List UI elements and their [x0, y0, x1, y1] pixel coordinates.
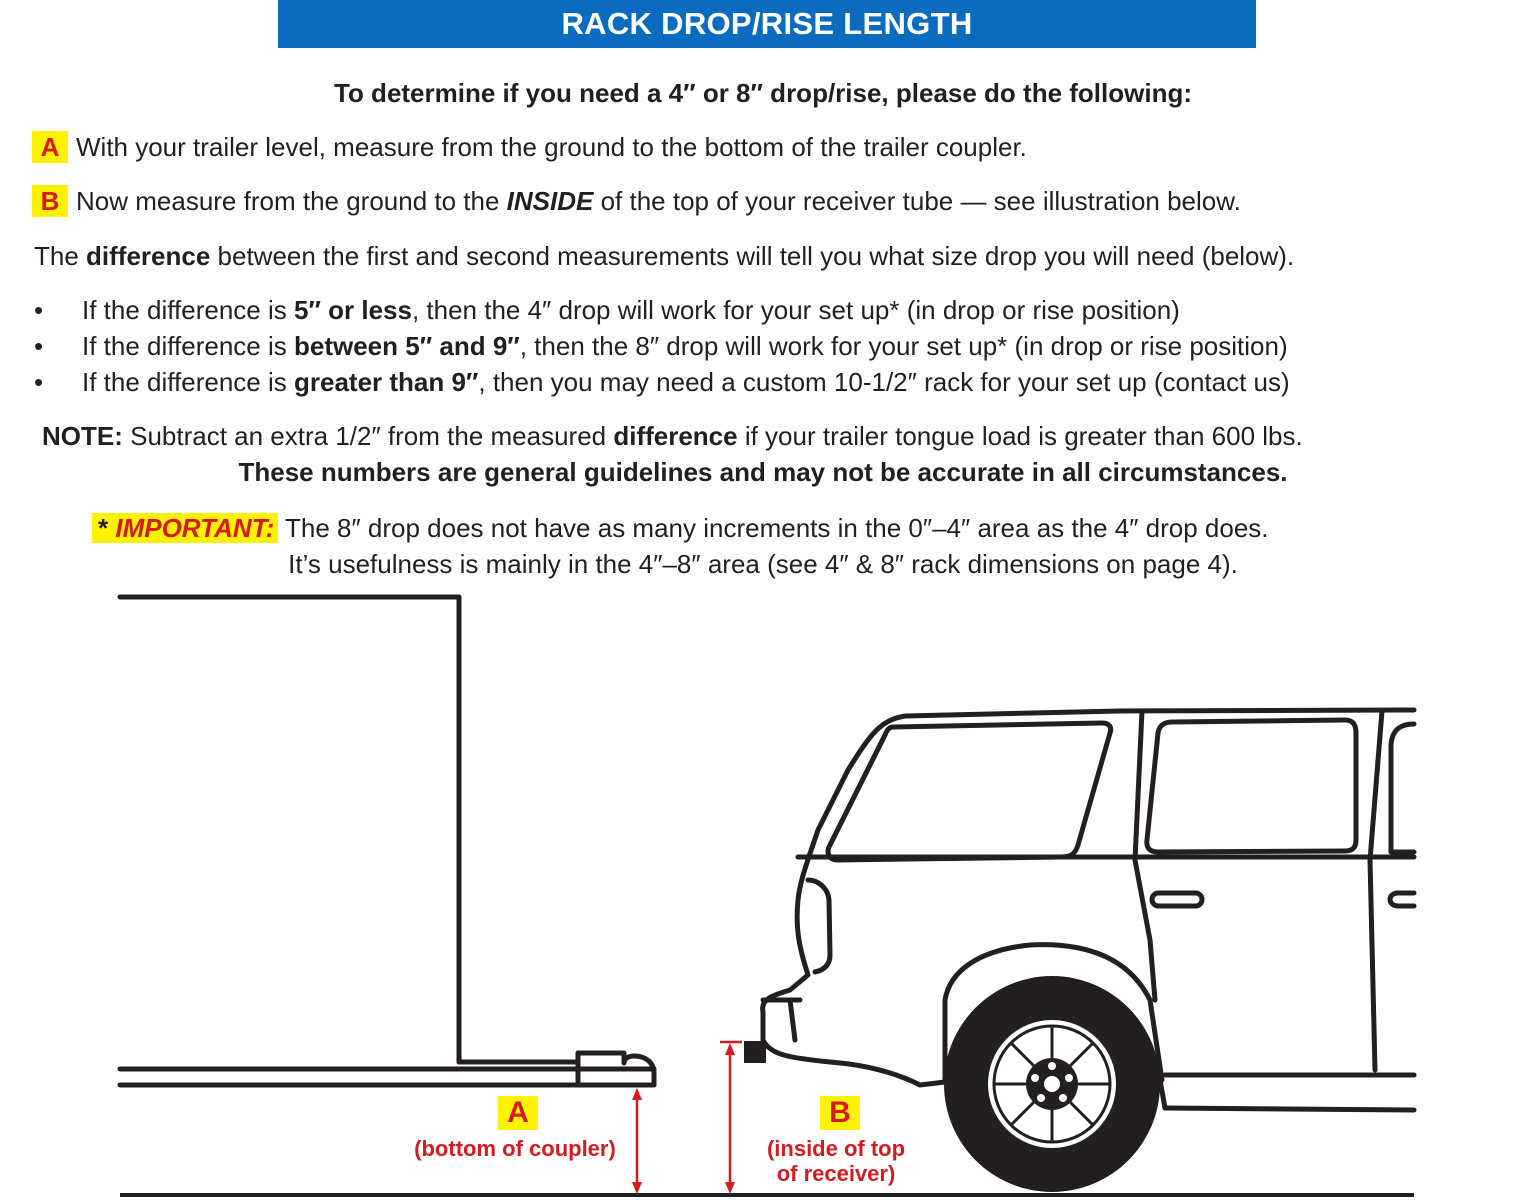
rear-window — [828, 723, 1111, 860]
step-b-badge: B — [32, 185, 68, 217]
page-title: RACK DROP/RISE LENGTH — [278, 0, 1256, 48]
step-b-text-after: of the top of your receiver tube — see illustration below. — [593, 186, 1241, 216]
label-a-badge: A — [498, 1096, 538, 1130]
difference-bold: difference — [86, 241, 211, 271]
suv-rocker-panel — [1165, 1108, 1414, 1110]
bullet-1-after: , then the 4″ drop will work for your set up* (in drop or rise position) — [411, 295, 1180, 325]
bullet-dot: • — [34, 367, 44, 397]
bullet-2-bold: between 5″ and 9″ — [293, 331, 520, 361]
bullet-dot: • — [34, 295, 44, 325]
bumper-edge — [790, 1000, 795, 1040]
bullet-1-before: If the difference is — [82, 295, 294, 325]
side-window — [1147, 720, 1356, 852]
caption-b — [736, 1136, 936, 1186]
difference-before: The — [34, 241, 87, 271]
note-before: Subtract an extra 1/2″ from the measured — [122, 421, 614, 451]
step-b-text-before: Now measure from the ground to the — [76, 186, 507, 216]
door-handle — [1152, 893, 1202, 906]
important-star: * — [98, 513, 109, 543]
taillight — [808, 880, 830, 972]
door-seam — [1370, 711, 1382, 1070]
step-a-badge: A — [32, 131, 68, 163]
guideline-text: These numbers are general guidelines and may not be accurate in all circumstances. — [238, 457, 1288, 487]
important-label: IMPORTANT: — [115, 513, 275, 543]
suv-rocker-edge — [1160, 1080, 1165, 1108]
important-text-1: The 8″ drop does not have as many increments in the 0″–4″ area as the 4″ drop does. — [278, 513, 1269, 543]
caption-b-line-1: (inside of top — [766, 1136, 906, 1161]
bullet-2-before: If the difference is — [82, 331, 294, 361]
caption-b-line-2: of receiver) — [776, 1161, 896, 1186]
note-bold: difference — [613, 421, 738, 451]
caption-a: (bottom of coupler) — [414, 1136, 616, 1161]
important-line-2: It’s usefulness is mainly in the 4″–8″ area (see 4″ & 8″ rack dimensions on page 4). — [288, 549, 1238, 579]
bullet-3-before: If the difference is — [82, 367, 294, 397]
bullet-dot: • — [34, 331, 44, 361]
wheel-icon — [944, 976, 1160, 1192]
difference-after: between the first and second measurements will tell you what size drop you will need (below). — [210, 241, 1295, 271]
intro-heading: To determine if you need a 4″ or 8″ drop/rise, please do the following: — [334, 78, 1192, 108]
note-after: if your trailer tongue load is greater than 600 lbs. — [737, 421, 1303, 451]
receiver-tube — [744, 1041, 766, 1063]
door-handle — [1390, 893, 1414, 906]
bullet-3-bold: greater than 9″ — [293, 367, 479, 397]
step-b-emphasis: INSIDE — [506, 186, 594, 216]
label-b-badge: B — [820, 1096, 860, 1130]
bullet-3-after: , then you may need a custom 10-1/2″ rack for your set up (contact us) — [478, 367, 1290, 397]
step-a-text: With your trailer level, measure from the ground to the bottom of the trailer coupler. — [76, 132, 1027, 162]
side-window-front — [1391, 724, 1414, 852]
trailer-outline — [120, 597, 459, 1062]
note-label: NOTE: — [42, 421, 123, 451]
bullet-1-bold: 5″ or less — [293, 295, 412, 325]
bullet-2-after: , then the 8″ drop will work for your set up* (in drop or rise position) — [519, 331, 1288, 361]
